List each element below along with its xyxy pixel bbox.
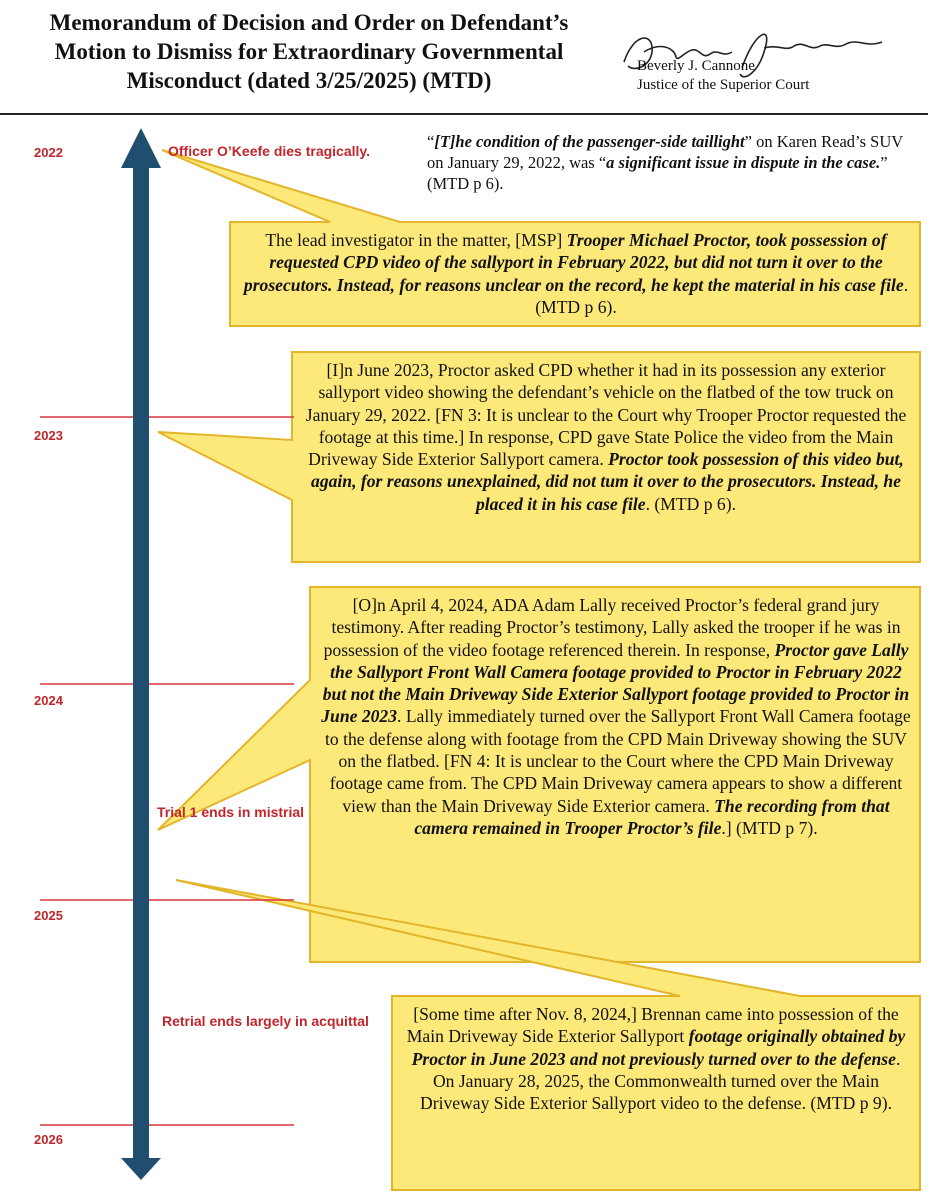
- event-trial1-mistrial: Trial 1 ends in mistrial: [157, 804, 305, 820]
- callout-box-4: [400, 1003, 912, 1114]
- timeline-axis: [133, 166, 149, 1160]
- callout-box-1: [240, 229, 912, 318]
- quote-mid: ” on Karen Read’s SUV on January 29, 2022, was “: [427, 132, 903, 172]
- event-retrial-acquittal: Retrial ends largely in acquittal: [162, 1013, 369, 1029]
- box3-text-mid: . Lally immediately turned over the Sallyport Front Wall Camera footage to the defense along with footage from the CPD Main Driveway showing the SUV on the flatbed. [FN 4: It is unclear to the Court where the CPD Main Driveway footage came from. The CPD Main Driveway camera appears to show a different view than the Main Driveway Side Exterior camera.: [325, 706, 911, 816]
- box1-text-bold: Trooper Michael Proctor, took possession of requested CPD video of the sallyport in February 2022, but did not turn it over to the prosecutors. Instead, for reasons unclear on the record, he kept the material in his case file: [243, 230, 904, 295]
- box4-text-bold: footage originally obtained by Proctor in June 2023 and not previously turned over to the defense: [411, 1026, 906, 1069]
- box2-text-post: . (MTD p 6).: [645, 493, 736, 514]
- timeline-arrow-head-top: [121, 128, 161, 168]
- callout-box-3: [320, 594, 912, 839]
- year-label-2023: 2023: [34, 428, 63, 443]
- callout-box-2: [302, 359, 910, 515]
- taillight-quote: [427, 131, 907, 194]
- box3-text-bold: Proctor gave Lally the Sallyport Front Wall Camera footage provided to Proctor in February 2022 but not the Main Driveway Side Exterior Sallyport footage provided to Proctor in June 2023: [321, 639, 910, 727]
- quote-bold-1: [T]he condition of the passenger-side taillight: [434, 132, 745, 151]
- box4-text-post: .: [895, 1048, 901, 1069]
- quote-bold-2: a significant issue in dispute in the case.: [606, 153, 881, 172]
- year-label-2026: 2026: [34, 1132, 63, 1147]
- signature-name: Beverly J. Cannone: [637, 58, 755, 74]
- quote-open: “: [427, 132, 435, 151]
- box1-text-post: . (MTD p 6).: [535, 274, 909, 317]
- box3-text-post: .] (MTD p 7).: [721, 817, 818, 838]
- event-okeefe-dies: Officer O’Keefe dies tragically.: [168, 143, 371, 159]
- box4-text-pre: [Some time after Nov. 8, 2024,] Brennan came into possession of the Main Driveway Side Exterior Sallyport: [406, 1004, 899, 1047]
- box2-text-bold: Proctor took possession of this video but, again, for reasons unexplained, did not tum it over to the prosecutors. Instead, he placed it in his case file: [311, 449, 904, 514]
- box1-text-pre: The lead investigator in the matter, [MSP]: [265, 230, 567, 250]
- box3-text-pre: [O]n April 4, 2024, ADA Adam Lally received Proctor’s federal grand jury testimony. After reading Proctor’s testimony, Lally asked the trooper if he was in possession of the video footage referenced therein. In response,: [323, 595, 901, 660]
- year-label-2025: 2025: [34, 908, 63, 923]
- timeline-arrow-head-bottom: [121, 1158, 161, 1180]
- box4-text-line2: On January 28, 2025, the Commonwealth turned over the Main Driveway Side Exterior Sallyport video to the defense. (MTD p 9).: [420, 1070, 892, 1114]
- quote-end: ” (MTD p 6).: [427, 153, 888, 193]
- box2-text-pre: [I]n June 2023, Proctor asked CPD whether it had in its possession any exterior sallyport video showing the defendant’s vehicle on the flatbed of the tow truck on January 29, 2022. [FN 3: It is unclear to the Court why Trooper Proctor requested the footage at this time.] In response, CPD gave State Police the video from the Main Driveway Side Exterior Sallyport camera.: [305, 360, 907, 470]
- year-label-2022: 2022: [34, 145, 63, 160]
- title-line-1: Memorandum of Decision and Order on Defendant’s: [49, 10, 569, 35]
- signature-role: Justice of the Superior Court: [637, 77, 810, 93]
- title-line-3: Misconduct (dated 3/25/2025) (MTD): [126, 68, 492, 93]
- box3-text-bold-2: The recording from that camera remained in Trooper Proctor’s file: [414, 795, 890, 838]
- year-label-2024: 2024: [34, 693, 63, 708]
- title-line-2: Motion to Dismiss for Extraordinary Governmental: [54, 39, 564, 64]
